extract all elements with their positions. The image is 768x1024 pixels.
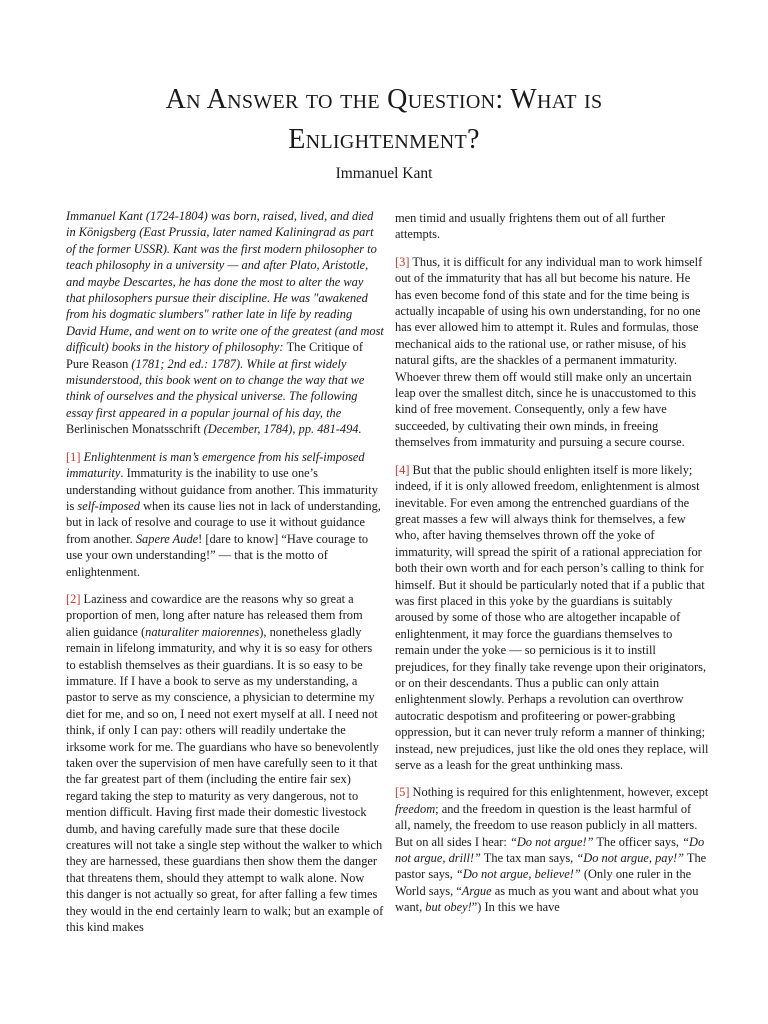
left-column bbox=[66, 208, 384, 946]
paragraph-number: [5] bbox=[395, 785, 410, 800]
title-line-1: An Answer to the Question: What is bbox=[165, 84, 603, 115]
right-column bbox=[395, 210, 709, 927]
paragraph-number: [4] bbox=[395, 462, 410, 477]
paragraph-3: [3] Thus, it is difficult for any individual man to work himself out of the immaturity that has all but become his nature. He has even become fond of this state and for the time being is actually incapable of using his own understanding, for no one has ever allowed him to attempt it. Rules and formulas, those mechanical aids to the rational use, or rather misuse, of his natural gifts, are the shackles of a permanent immaturity. Whoever threw them off would still make only an uncertain leap over the smallest ditch, since he is unaccustomed to this kind of free movement. Consequently, only a few have succeeded, by cultivating their own minds, in freeing themselves from immaturity and pursuing a secure course. bbox=[395, 254, 703, 450]
paragraph-1: [1] Enlightenment is man’s emergence from his self-imposed immaturity. Immaturity is the inability to use one’s understanding without guidance from another. This immaturity is self-imposed when its cause lies not in lack of understanding, but in lack of resolve and courage to use it without guidance from another. Sapere Aude! [dare to know] “Have courage to use your own understanding!” — that is the motto of enlightenment. bbox=[66, 449, 381, 579]
paragraph-number: [3] bbox=[395, 254, 410, 269]
paragraph-2: [2] Laziness and cowardice are the reasons why so great a proportion of men, long after nature has released them from alien guidance (naturaliter maiorennes), nonetheless gladly remain in lifelong immaturity, and why it is so easy for others to establish themselves as their guardians. It is so easy to be immature. If I have a book to serve as my understanding, a pastor to serve as my conscience, a physician to determine my diet for me, and so on, I need not exert myself at all. I need not think, if only I can pay: others will readily undertake the irksome work for me. The guardians who have so benevolently taken over the supervision of men have carefully seen to it that the far greatest part of them (including the entire fair sex) regard taking the step to maturity as very dangerous, not to mention difficult. Having first made their domestic livestock dumb, and having carefully made sure that these docile creatures will not take a single step without the walker to which they are harnessed, these guardians then show them the danger that threatens them, should they attempt to walk alone. Now this danger is not actually so great, for after falling a few times they would in the end certainly learn to walk; but an example of this kind makes bbox=[66, 591, 384, 935]
paragraph-4: [4] But that the public should enlighten itself is more likely; indeed, if it is only allowed freedom, enlightenment is almost inevitable. For even among the entrenched guardians of the great masses a few will always think for themselves, a few who, after having themselves thrown off the yoke of immaturity, will spread the spirit of a rational appreciation for both their own worth and for each person’s calling to think for himself. But it should be particularly noted that if a public that was first placed in this yoke by the guardians is suitably aroused by some of those who are altogether incapable of enlightenment, it may force the guardians themselves to remain under the yoke — so pernicious is it to instill prejudices, for they finally take revenge upon their originators, or on their descendants. Thus a public can only attain enlightenment slowly. Perhaps a revolution can overthrow autocratic despotism and profiteering or power-grabbing oppression, but it can never truly reform a manner of thinking; instead, new prejudices, just like the old ones they replace, will serve as a leash for the great unthinking mass. bbox=[395, 462, 709, 772]
paragraph-number: [2] bbox=[66, 591, 81, 606]
paragraph-5: [5] Nothing is required for this enlightenment, however, except freedom; and the freedom in question is the least harmful of all, namely, the freedom to use reason publicly in all matters. But on all sides I hear: “Do not argue!” The officer says, “Do not argue, drill!” The tax man says, “Do not argue, pay!” The pastor says, “Do not argue, believe!” (Only one ruler in the World says, “Argue as much as you want and about what you want, but obey!”) In this we have bbox=[395, 785, 709, 915]
author-name: Immanuel Kant bbox=[335, 165, 433, 182]
title-line-2: Enlightenment? bbox=[288, 124, 480, 155]
document-title bbox=[60, 80, 708, 160]
intro-paragraph: Immanuel Kant (1724-1804) was born, raised, lived, and died in Königsberg (East Prussia, later named Kaliningrad as part of the former USSR). Kant was the first modern philosopher to teach philosophy in a university — and after Plato, Aristotle, and maybe Descartes, he has done the most to alter the way that philosophers pursue their discipline. He was "awakened from his dogmatic slumbers" rather late in life by reading David Hume, and went on to write one of the greatest (and most difficult) books in the history of philosophy: The Critique of Pure Reason (1781; 2nd ed.: 1787). While at first widely misunderstood, this book went on to change the way that we think of ourselves and the physical universe. The following essay first appeared in a popular journal of his day, the Berlinischen Monatsschrift (December, 1784), pp. 481-494. bbox=[66, 209, 384, 437]
paragraph-number: [1] bbox=[66, 449, 81, 464]
paragraph-2-continued: men timid and usually frightens them out of all further attempts. bbox=[395, 211, 666, 242]
